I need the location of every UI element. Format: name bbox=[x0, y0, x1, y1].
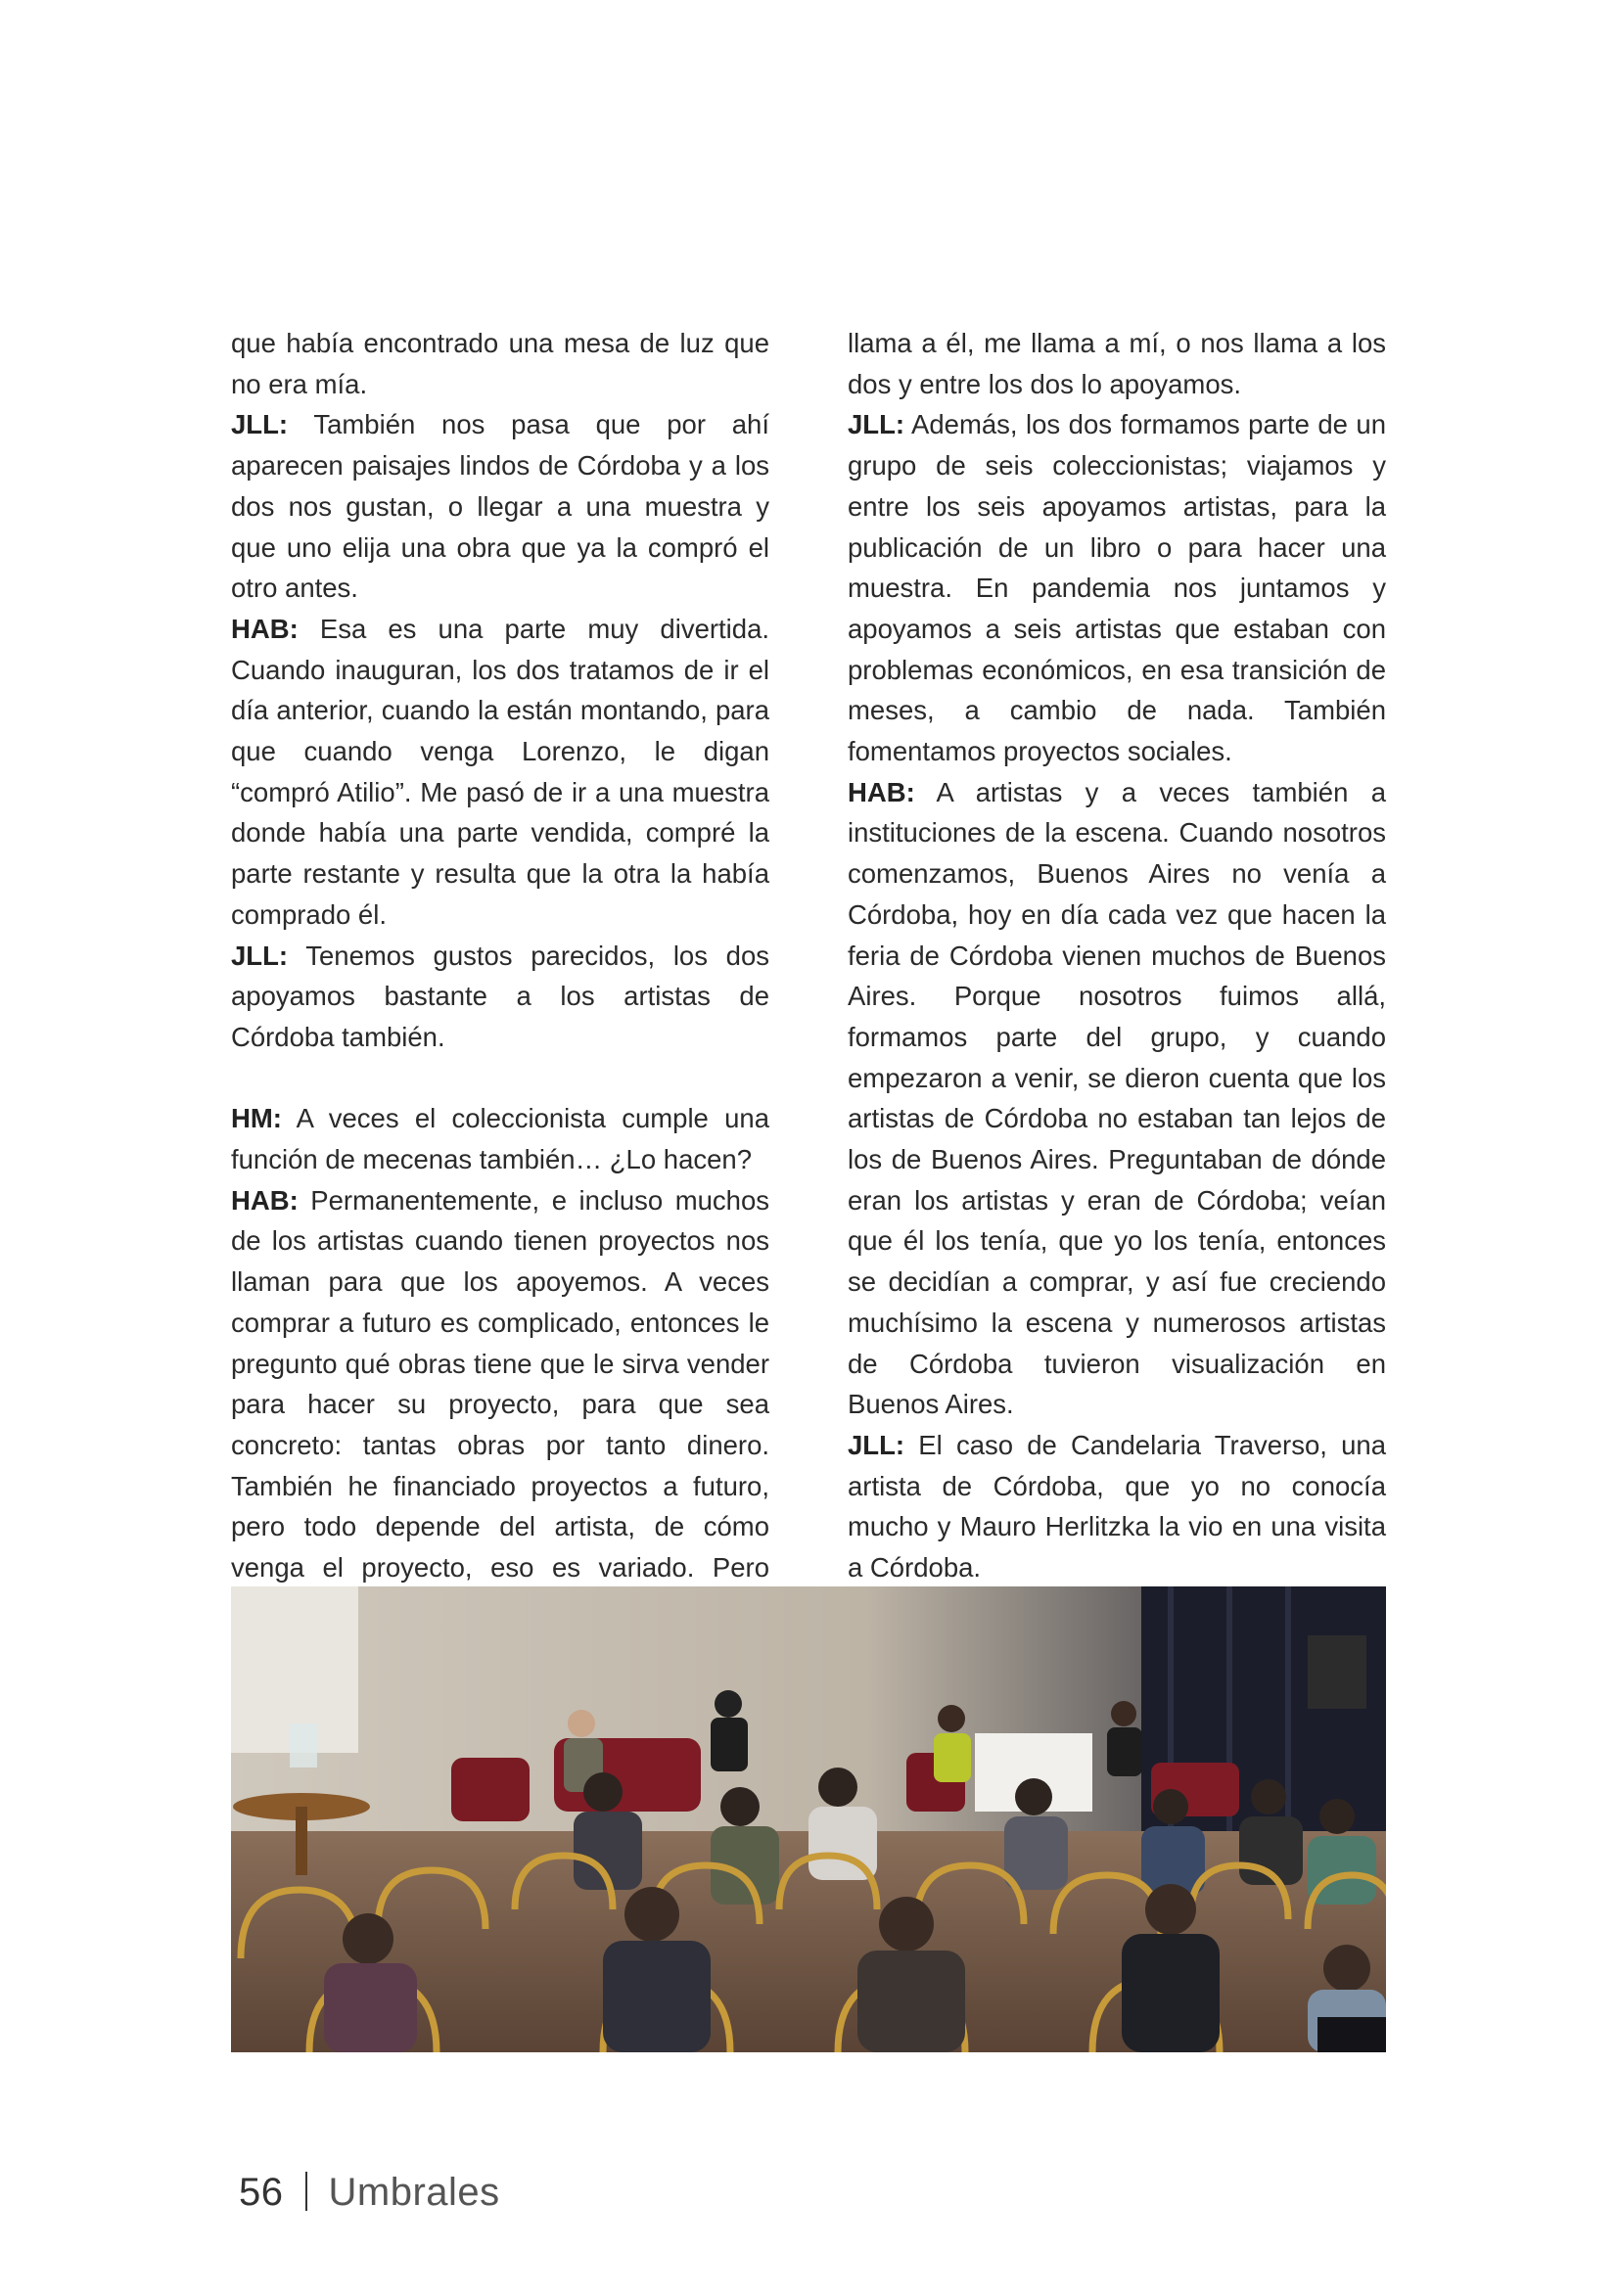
page-number: 56 bbox=[239, 2171, 284, 2214]
speaker-label: JLL: bbox=[231, 409, 289, 440]
paragraph: JLL: Tenemos gustos parecidos, los dos apoyamos bastante a los artistas de Córdoba también. bbox=[231, 940, 769, 1052]
paragraph: llama a él, me llama a mí, o nos llama a los dos y entre los dos lo apoyamos. bbox=[848, 328, 1386, 399]
paragraph: JLL: Además, los dos formamos parte de un grupo de seis coleccionistas; viajamos y entre los seis apoyamos artistas, para la publicación de un libro o para hacer una muestra. En pandemia nos juntamos y apoyamos a seis artistas que estaban con problemas económicos, en esa transición de meses, a cambio de nada. También fomentamos proyectos sociales. bbox=[848, 409, 1386, 767]
speaker-label: JLL: bbox=[848, 409, 905, 440]
speaker-label: JLL: bbox=[848, 1429, 905, 1460]
paragraph: HAB: Permanentemente, e incluso muchos de los artistas cuando tienen proyectos nos llaman para que los apoyemos. A veces comprar a futuro es complicado, entonces le pregunto qué obras tiene que le sirva vender para hacer su proyecto, para que sea concreto: tantas obras por tanto dinero. También he financiado proyectos a futuro, pero todo depende del artista, de cómo venga el proyecto, eso es variado. Pero bbox=[231, 1184, 769, 1584]
speaker-label: HAB: bbox=[848, 776, 915, 807]
left-text-column bbox=[231, 323, 769, 1670]
paragraph: HAB: A artistas y a veces también a instituciones de la escena. Cuando nosotros comenzamos, Buenos Aires no venía a Córdoba, hoy en día cada vez que hacen la feria de Córdoba vienen muchos de Buenos Aires. Porque nosotros fuimos allá, formamos parte del grupo, y cuando empezaron a venir, se dieron cuenta que los artistas de Córdoba no estaban tan lejos de los de Buenos Aires. Preguntaban de dónde eran los artistas y eran de Córdoba; veían que él los tenía, que yo los tenía, entonces se decidían a comprar, y así fue creciendo muchísimo la escena y numerosos artistas de Córdoba tuvieron visualización en Buenos Aires. bbox=[848, 776, 1386, 1420]
right-text-column bbox=[848, 323, 1386, 1588]
speaker-label: HAB: bbox=[231, 613, 299, 644]
paragraph: HM: A veces el coleccionista cumple una función de mecenas también… ¿Lo hacen? bbox=[231, 1103, 769, 1175]
paragraph: que había encontrado una mesa de luz que no era mía. bbox=[231, 328, 769, 399]
speaker-label: JLL: bbox=[231, 940, 289, 971]
paragraph: JLL: El caso de Candelaria Traverso, una artista de Córdoba, que yo no conocía mucho y Mauro Herlitzka la vio en una visita a Córdoba. bbox=[848, 1429, 1386, 1584]
publication-name: Umbrales bbox=[328, 2171, 500, 2214]
speaker-label: HAB: bbox=[231, 1184, 299, 1216]
footer-separator bbox=[305, 2172, 307, 2211]
speaker-label: HM: bbox=[231, 1103, 282, 1134]
paragraph: JLL: También nos pasa que por ahí aparecen paisajes lindos de Córdoba y a los dos nos gustan, o llegar a una muestra y que uno elija una obra que ya la compró el otro antes. bbox=[231, 409, 769, 604]
event-photo bbox=[231, 1586, 1386, 2052]
page-footer bbox=[239, 2171, 500, 2215]
paragraph: HAB: Esa es una parte muy divertida. Cuando inauguran, los dos tratamos de ir el día anterior, cuando la están montando, para que cuando venga Lorenzo, le digan “compró Atilio”. Me pasó de ir a una muestra donde había una parte vendida, compré la parte restante y resulta que la otra la había comprado él. bbox=[231, 613, 769, 930]
